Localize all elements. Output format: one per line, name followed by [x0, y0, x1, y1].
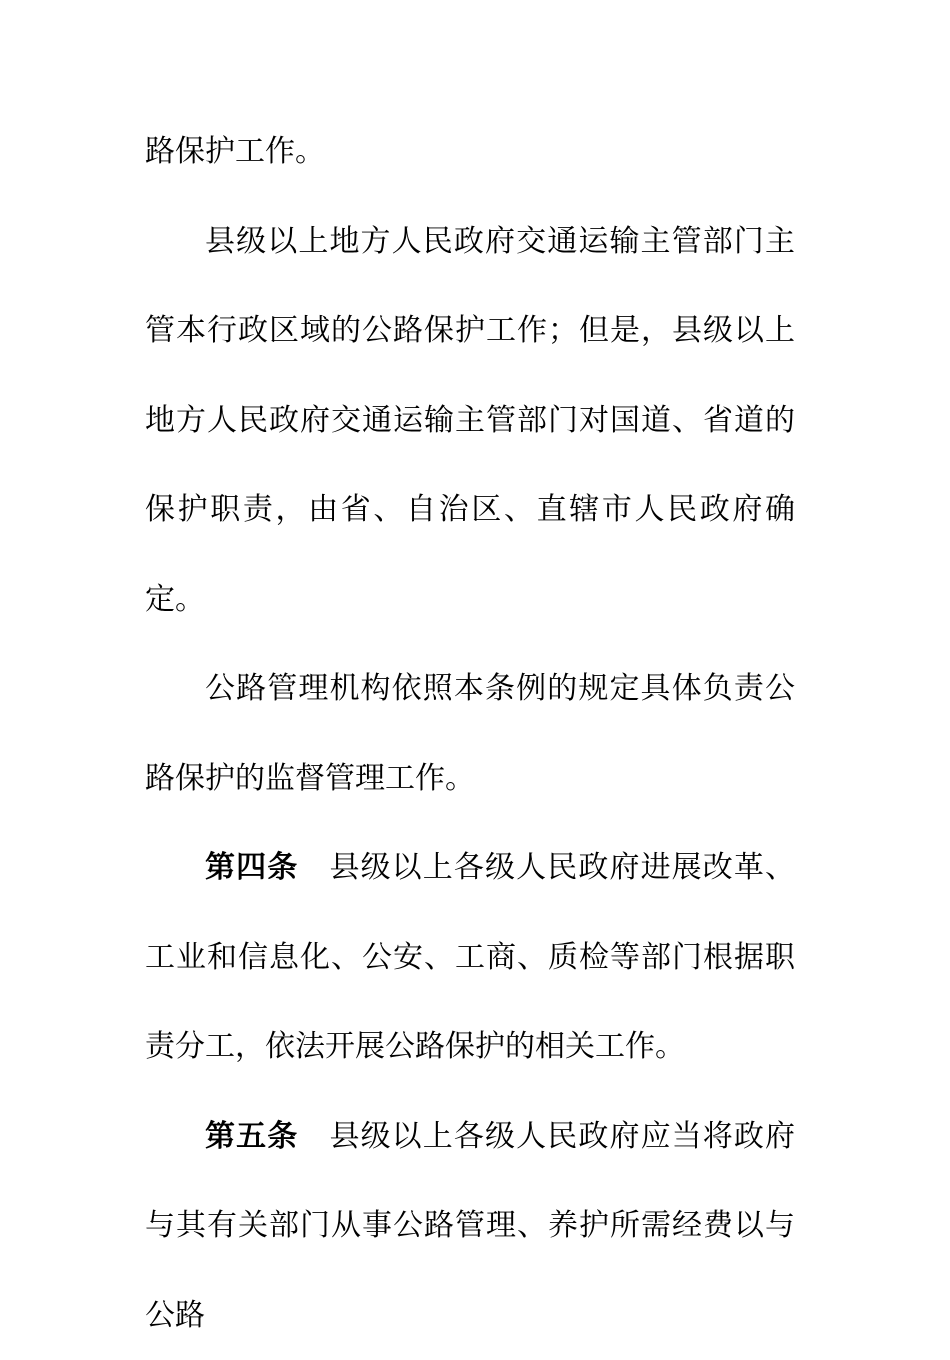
article-text: 县级以上各级人民政府应当将政府与其有关部门从事公路管理、养护所需经费以与公路	[145, 1119, 795, 1333]
paragraph-text: 路保护工作。	[145, 134, 325, 169]
article-number: 第五条	[205, 1119, 298, 1154]
paragraph-transport-department	[145, 197, 795, 645]
paragraph-text: 公路管理机构依照本条例的规定具体负责公路保护的监督管理工作。	[145, 671, 795, 796]
paragraph-continuation	[145, 107, 795, 197]
article-4	[145, 823, 795, 1092]
paragraph-road-agency	[145, 644, 795, 823]
document-body	[145, 107, 795, 1360]
article-number: 第四条	[205, 850, 298, 885]
paragraph-text: 县级以上地方人民政府交通运输主管部门主管本行政区域的公路保护工作；但是，县级以上地方人民政府交通运输主管部门对国道、省道的保护职责，由省、自治区、直辖市人民政府确定。	[145, 224, 795, 617]
article-5	[145, 1092, 795, 1360]
article-text: 县级以上各级人民政府进展改革、工业和信息化、公安、工商、质检等部门根据职责分工，依法开展公路保护的相关工作。	[145, 850, 795, 1064]
